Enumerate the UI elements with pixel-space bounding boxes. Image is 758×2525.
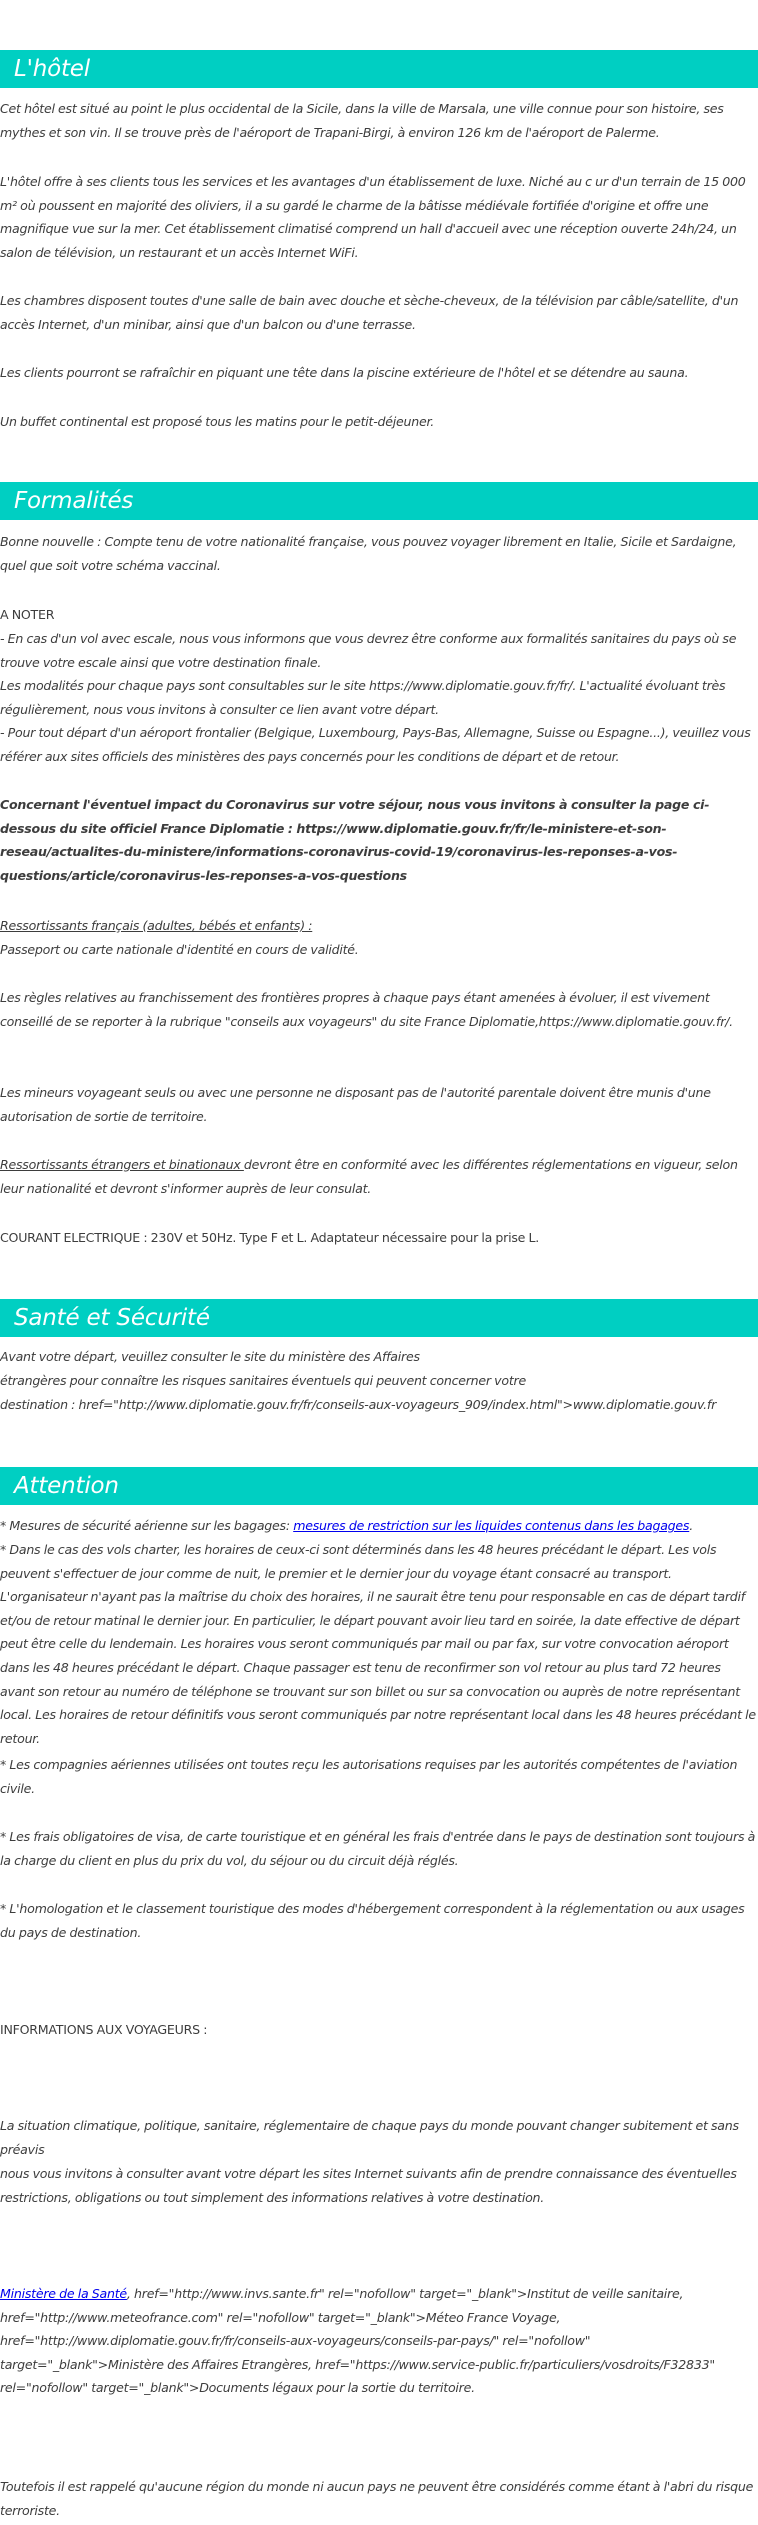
liquids-restriction-link[interactable]: mesures de restriction sur les liquides contenus dans les bagages [293,1518,690,1533]
electric-current: COURANT ELECTRIQUE : 230V et 50Hz. Type F et L. Adaptateur nécessaire pour la prise L. [0,1230,540,1245]
foreign-nationals-paragraph [0,1153,757,1200]
note-stopover: - En cas d'un vol avec escale, nous vous informons que vous devrez être conforme aux formalités sanitaires du pays où se trouve votre escale ainsi que votre destination finale. [0,631,737,670]
terror-risk-paragraph: Toutefois il est rappelé qu'aucune région du monde ni aucun pays ne peuvent être considérés comme étant à l'abri du risque terroriste. [0,2479,754,2518]
sante-line-1: Avant votre départ, veuillez consulter le site du ministère des Affaires [0,1349,420,1364]
fees-paragraph: * Les frais obligatoires de visa, de carte touristique et en général les frais d'entrée dans le pays de destination sont toujours à la charge du client en plus du prix du vol, du séjour ou du circuit déjà réglés. [0,1829,756,1868]
border-rules-paragraph: Les règles relatives au franchissement des frontières propres à chaque pays étant amenées à évoluer, il est vivement conseillé de se reporter à la rubrique "conseils aux voyageurs" du site France Diplomatie,https://www.diplomatie.gouv.fr/. [0,990,733,1029]
section-header-formalites [0,482,758,520]
hotel-intro-paragraph: Cet hôtel est situé au point le plus occidental de la Sicile, dans la ville de Marsala, une ville connue pour son histoire, ses mythes et son vin. Il se trouve près de l'aéroport de Trapani-Birgi, à environ 126 km de l'aéroport de Palerme. [0,101,724,140]
airlines-paragraph: * Les compagnies aériennes utilisées ont toutes reçu les autorisations requises par les autorités compétentes de l'aviation civile. [0,1757,738,1796]
charter-flights-paragraph: * Dans le cas des vols charter, les horaires de ceux-ci sont déterminés dans les 48 heures précédant le départ. Les vols peuvent s'effectuer de jour comme de nuit, le premier et le dernier jour du voyage étant consacré au transport. L'organisateur n'ayant pas la maîtrise du choix des horaires, il ne saurait être tenu pour responsable en cas de départ tardif et/ou de retour matinal le dernier jour. En particulier, le départ pouvant avoir lieu tard en soirée, la date effective de départ peut être celle du lendemain. Les horaires vous seront communiqués par mail ou par fax, sur votre convocation aéroport dans les 48 heures précédant le départ. Chaque passager est tenu de reconfirmer son vol retour au plus tard 72 heures avant son retour au numéro de téléphone se trouvant sur son billet ou sur sa convocation ou auprès de notre représentant local. Les horaires de retour définitifs vous seront communiqués par notre représentant local dans les 48 heures précédant le retour. [0,1542,756,1746]
traveler-info-title: INFORMATIONS AUX VOYAGEURS : [0,2022,208,2037]
note-border-airport: - Pour tout départ d'un aéroport frontalier (Belgique, Luxembourg, Pays-Bas, Allemagne, Suisse ou Espagne...), veuillez vous référer aux sites officiels des ministères des pays concernés pour les conditions de départ et de retour. [0,725,751,764]
covid-notice: Concernant l'éventuel impact du Coronavirus sur votre séjour, nous vous invitons à consulter la page ci-dessous du site officiel France Diplomatie : https://www.diplomatie.gouv.fr/fr/le-ministere-et-son-reseau/actualites-du-ministere/informations-coronavirus-covid-19/coronavirus-les-reponses-a-vos-questions/article/coronavirus-les-reponses-a-vos-questions [0,797,710,883]
hotel-rooms-paragraph: Les chambres disposent toutes d'une salle de bain avec douche et sèche-cheveux, de la télévision par câble/satellite, d'un accès Internet, d'un minibar, ainsi que d'un balcon ou d'une terrasse. [0,293,739,332]
french-nationals-title: Ressortissants français (adultes, bébés et enfants) : [0,918,313,933]
baggage-security-prefix: * Mesures de sécurité aérienne sur les bagages: [0,1518,294,1533]
foreign-nationals-label: Ressortissants étrangers et binationaux [0,1157,244,1172]
baggage-security [0,1514,757,1538]
section-title-hotel: L'hôtel [14,56,90,82]
section-header-sante [0,1299,758,1337]
formalites-good-news: Bonne nouvelle : Compte tenu de votre nationalité française, vous pouvez voyager librement en Italie, Sicile et Sardaigne, quel que soit votre schéma vaccinal. [0,534,737,573]
section-title-formalites: Formalités [14,488,134,514]
climate-line-1: La situation climatique, politique, sanitaire, réglementaire de chaque pays du monde pouvant changer subitement et sans préavis [0,2118,739,2157]
hotel-services-paragraph: L'hôtel offre à ses clients tous les services et les avantages d'un établissement de luxe. Niché au c ur d'un terrain de 15 000 m² où poussent en majorité des oliviers, il a su gardé le charme de la bâtisse médiévale fortifiée d'origine et offre une magnifique vue sur la mer. Cet établissement climatisé comprend un hall d'accueil avec une réception ouverte 24h/24, un salon de télévision, un restaurant et un accès Internet WiFi. [0,174,746,260]
note-modalities: Les modalités pour chaque pays sont consultables sur le site https://www.diplomatie.gouv.fr/fr/. L'actualité évoluant très régulièrement, nous vous invitons à consulter ce lien avant votre départ. [0,678,726,717]
climate-line-2: nous vous invitons à consulter avant votre départ les sites Internet suivants afin de prendre connaissance des éventuelles restrictions, obligations ou tout simplement des informations relatives à votre destination. [0,2166,737,2205]
section-title-attention: Attention [14,1473,119,1499]
hotel-breakfast-paragraph: Un buffet continental est proposé tous les matins pour le petit-déjeuner. [0,414,435,429]
minors-paragraph: Les mineurs voyageant seuls ou avec une personne ne disposant pas de l'autorité parentale doivent être munis d'une autorisation de sortie de territoire. [0,1085,711,1124]
section-title-sante: Santé et Sécurité [14,1305,210,1331]
sante-line-2: étrangères pour connaître les risques sanitaires éventuels qui peuvent concerner votre [0,1373,526,1388]
foreign-nationals-text: devront être en conformité avec les différentes réglementations en vigueur, selon leur nationalité et devront s'informer auprès de leur consulat. [0,1157,738,1196]
hotel-pool-paragraph: Les clients pourront se rafraîchir en piquant une tête dans la piscine extérieure de l'hôtel et se détendre au sauna. [0,365,689,380]
section-header-hotel [0,50,758,88]
useful-links-text: , href="http://www.invs.sante.fr" rel="nofollow" target="_blank">Institut de veille sanitaire, href="http://www.meteofrance.com" rel="nofollow" target="_blank">Méteo France Voyage, href="http://www.diplomatie.gouv.fr/fr/conseils-aux-voyageurs/conseils-par-pays/" rel="nofollow" target="_blank">Ministère des Affaires Etrangères, href="https://www.service-public.fr/particuliers/vosdroits/F32833" rel="nofollow" target="_blank">Documents légaux pour la sortie du territoire. [0,2286,715,2396]
french-nationals-text: Passeport ou carte nationale d'identité en cours de validité. [0,942,359,957]
section-header-attention [0,1467,758,1505]
useful-links-paragraph [0,2282,757,2400]
baggage-security-suffix: . [689,1518,693,1533]
homologation-paragraph: * L'homologation et le classement touristique des modes d'hébergement correspondent à la réglementation ou aux usages du pays de destination. [0,1901,745,1940]
ministry-health-link[interactable]: Ministère de la Santé [0,2286,127,2301]
sante-line-3: destination : href="http://www.diplomatie.gouv.fr/fr/conseils-aux-voyageurs_909/index.html">www.diplomatie.gouv.fr [0,1397,717,1412]
note-title: A NOTER [0,607,55,622]
